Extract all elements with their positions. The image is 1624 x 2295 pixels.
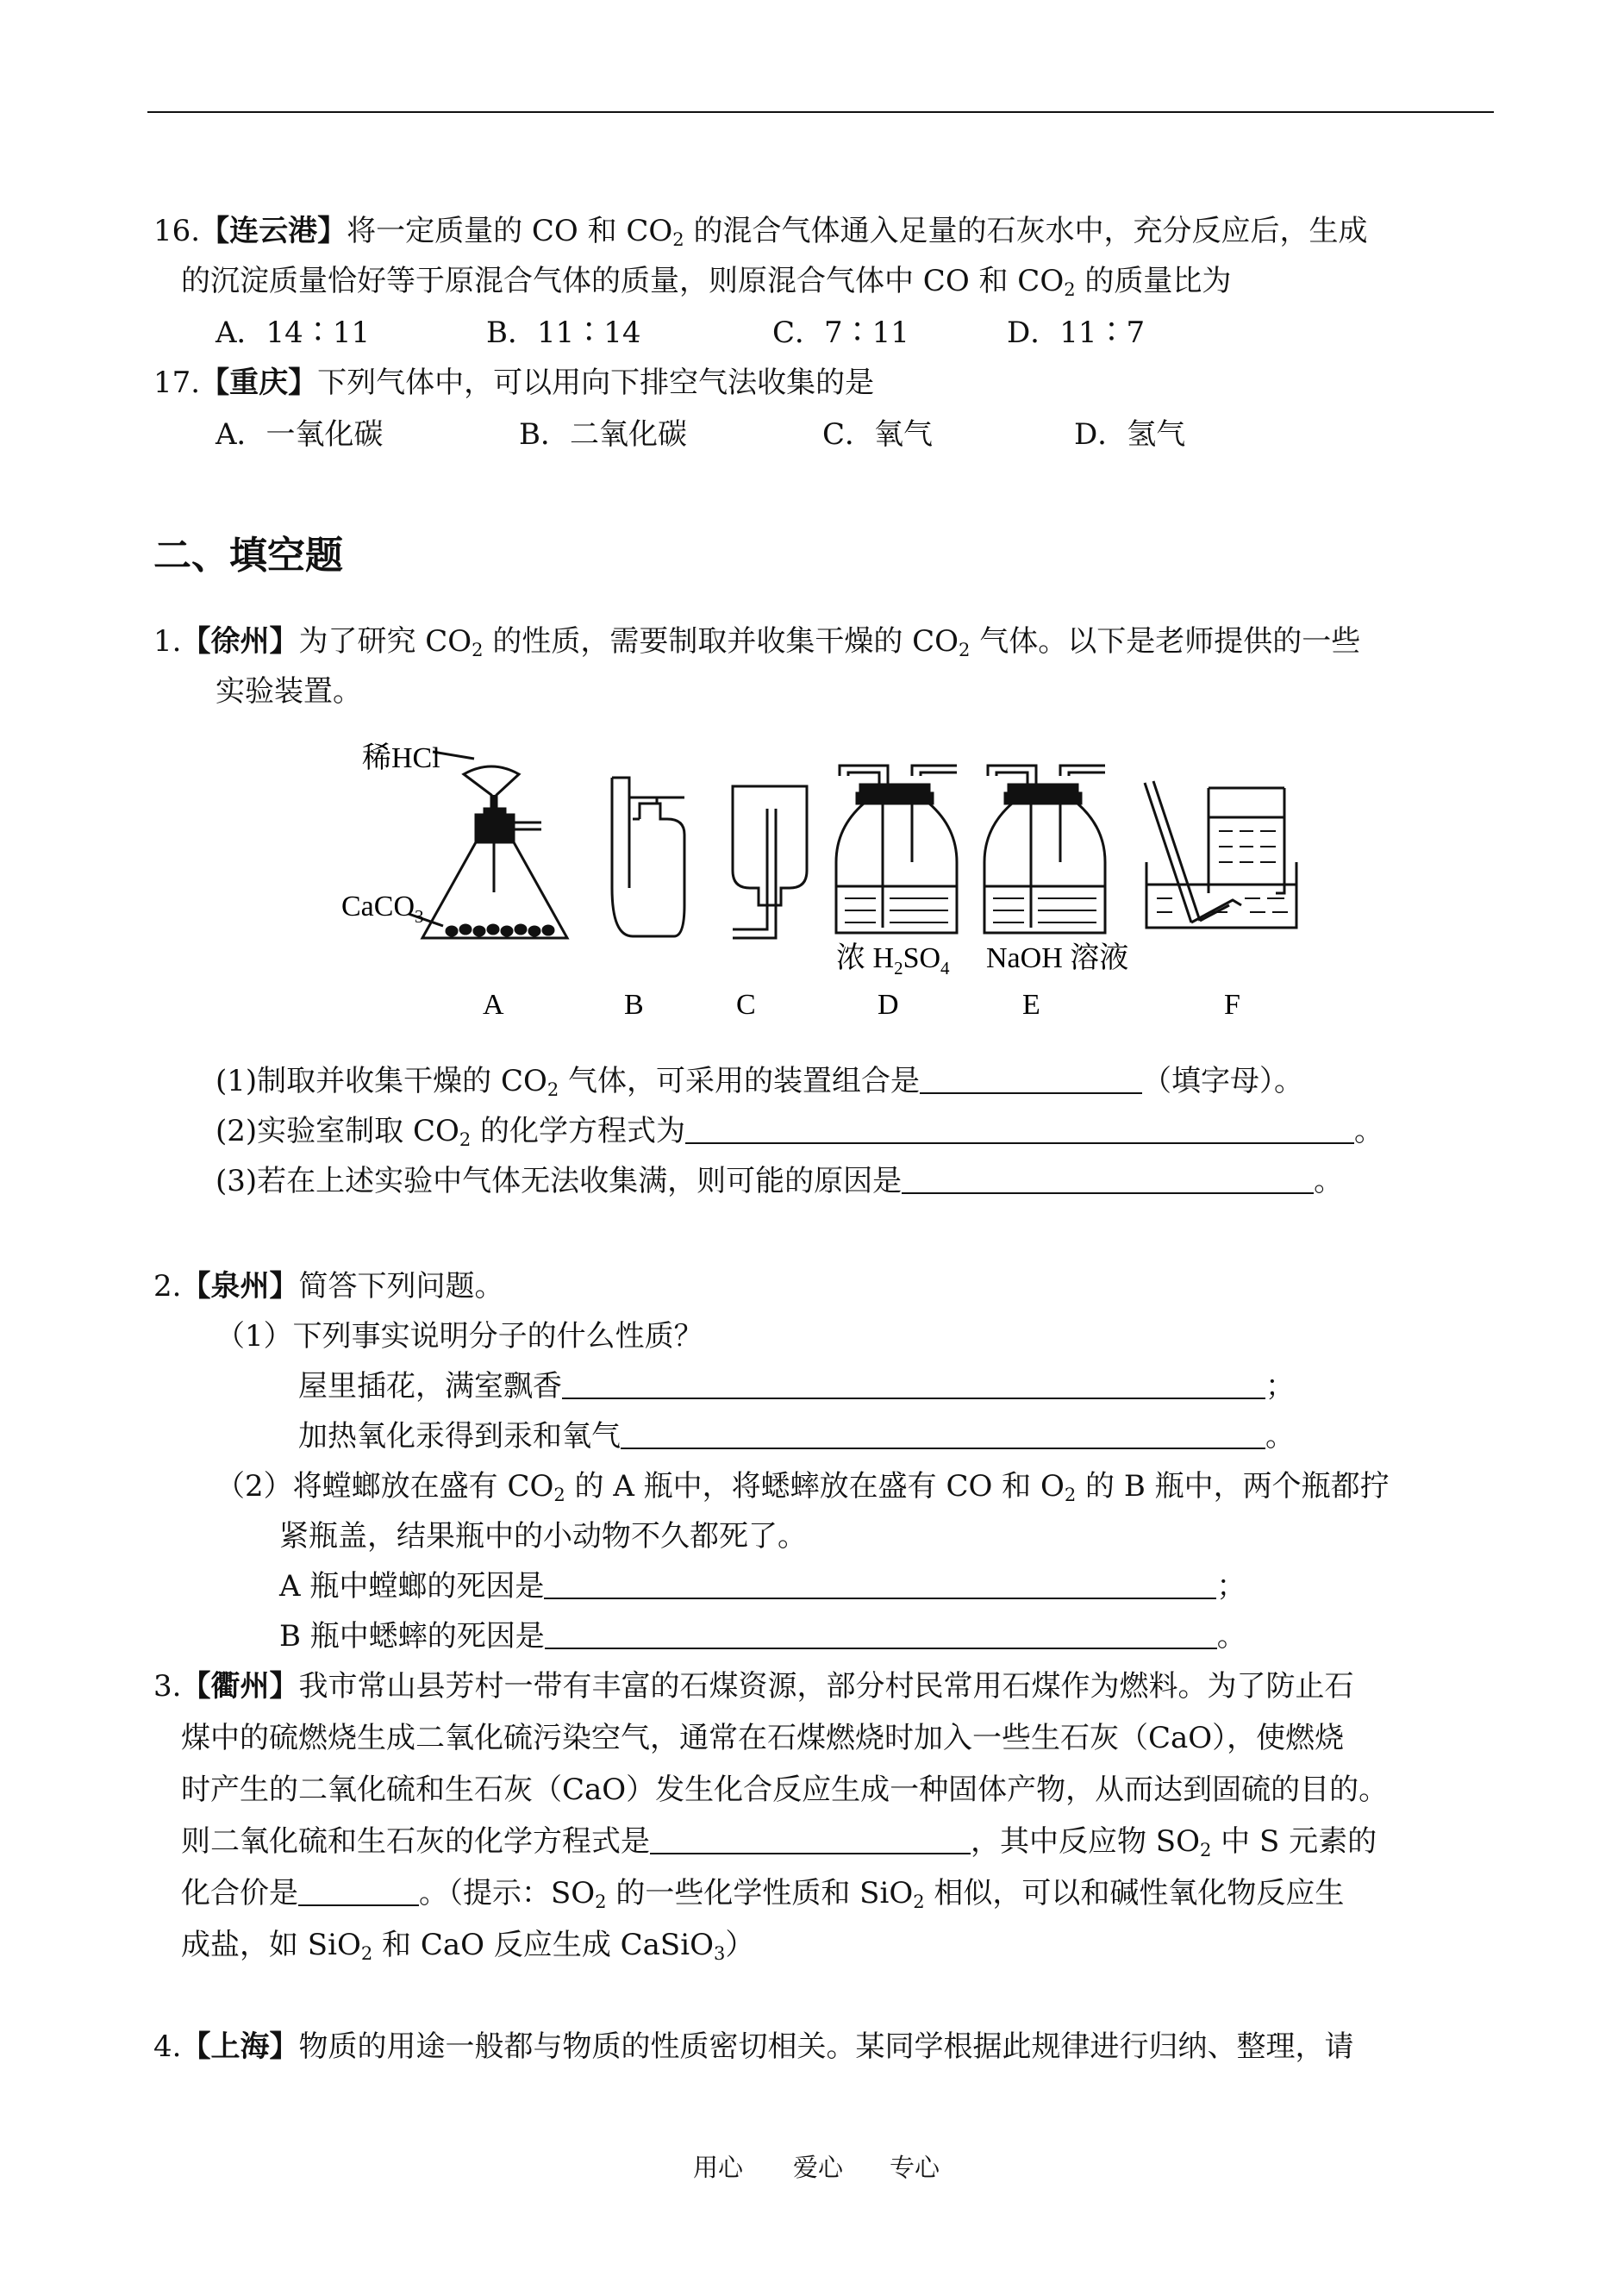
label-conc-h2so4: 浓 $H_2SO_4$	[836, 942, 950, 979]
q16-option-c: C．7∶11	[772, 316, 909, 350]
q17-source: 【重庆】	[200, 366, 318, 400]
apparatus-b-bottle	[612, 778, 684, 936]
letter-f: F	[1224, 989, 1240, 1021]
letter-e: E	[1022, 989, 1040, 1021]
f2-line1: 2.【泉州】简答下列问题。	[153, 1269, 504, 1304]
footer-text-1: 用心	[693, 2153, 744, 2182]
f1-answer-blank-1[interactable]	[920, 1066, 1142, 1094]
f2-sub1: （1）下列事实说明分子的什么性质？	[215, 1319, 703, 1354]
f4-source: 【上海】	[181, 2029, 299, 2064]
f3-answer-blank-2[interactable]	[298, 1879, 419, 1906]
f3-source: 【衢州】	[181, 1669, 299, 1704]
f1-part1: (1)制取并收集干燥的 $CO_2$ 气体，可采用的装置组合是 （填字母）。	[215, 1064, 1304, 1100]
q16-option-d: D．11∶7	[1007, 316, 1146, 350]
letter-d: D	[878, 989, 899, 1021]
apparatus-a-flask	[409, 752, 567, 938]
f3-line4: 则二氧化硫和生石灰的化学方程式是 ，其中反应物 $SO_2$ 中 S 元素的	[181, 1824, 1377, 1860]
q17-line1: 17.【重庆】下列气体中，可以用向下排空气法收集的是	[153, 366, 875, 400]
f2-sub2b: B 瓶中蟋蟀的死因是 。	[279, 1619, 1246, 1654]
letter-a: A	[483, 989, 504, 1021]
q16-option-a: A．14∶11	[215, 316, 371, 350]
f3-line2: 煤中的硫燃烧生成二氧化硫污染空气，通常在石煤燃烧时加入一些生石灰（CaO），使燃烧	[181, 1721, 1345, 1755]
letter-b: B	[624, 989, 644, 1021]
f2-answer-blank-3[interactable]	[544, 1572, 1216, 1599]
f2-sub1b: 加热氧化汞得到汞和氧气 。	[298, 1419, 1295, 1454]
apparatus-f-trough	[1145, 781, 1296, 928]
f1-line2: 实验装置。	[215, 674, 362, 709]
section-title: 二、填空题	[153, 534, 343, 578]
f3-line6: 成盐，如 SiO$_2$ 和 CaO 反应生成 CaSiO$_3$）	[181, 1928, 755, 1964]
footer-text-3: 专心	[890, 2153, 940, 2182]
apparatus-figure	[336, 733, 1353, 1026]
q16-option-b: B．11∶14	[486, 316, 641, 350]
q16-number: 16.	[153, 214, 201, 248]
apparatus-e-washbottle	[984, 766, 1105, 933]
f2-sub2: （2）将螳螂放在盛有 $CO_2$ 的 A 瓶中，将蟋蟀放在盛有 CO 和 $O_2$ 的 B 瓶中，两个瓶都拧	[215, 1469, 1390, 1505]
apparatus-c-bottle	[733, 786, 807, 938]
q16-source: 【连云港】	[200, 214, 347, 248]
q16-line2: 的沉淀质量恰好等于原混合气体的质量，则原混合气体中 CO 和 $CO_2$ 的质量比为	[181, 264, 1232, 300]
f2-sub1a: 屋里插花，满室飘香 ；	[298, 1369, 1295, 1404]
header-rule	[147, 111, 1494, 113]
q17-option-d: D．氢气	[1074, 417, 1186, 452]
f2-answer-blank-4[interactable]	[545, 1622, 1217, 1649]
apparatus-d-washbottle	[836, 766, 957, 933]
q17-option-c: C．氧气	[822, 417, 934, 452]
f3-line1: 3.【衢州】我市常山县芳村一带有丰富的石煤资源，部分村民常用石煤作为燃料。为了防止石	[153, 1669, 1354, 1704]
f1-part3: (3)若在上述实验中气体无法收集满，则可能的原因是 。	[215, 1164, 1344, 1198]
f1-answer-blank-2[interactable]	[685, 1116, 1354, 1144]
f3-line3: 时产生的二氧化硫和生石灰（CaO）发生化合反应生成一种固体产物，从而达到固硫的目的。	[181, 1773, 1389, 1807]
f4-line1: 4.【上海】物质的用途一般都与物质的性质密切相关。某同学根据此规律进行归纳、整理，请	[153, 2029, 1354, 2064]
f1-part2: (2)实验室制取 $CO_2$ 的化学方程式为 。	[215, 1114, 1384, 1150]
footer-text-2: 爱心	[793, 2153, 844, 2182]
f2-answer-blank-1[interactable]	[562, 1372, 1265, 1399]
label-caco3: CaCO$_3$	[341, 891, 424, 927]
q17-option-b: B．二氧化碳	[519, 417, 687, 452]
f1-line1: 1.【徐州】为了研究 $CO_2$ 的性质，需要制取并收集干燥的 $CO_2$ 气体。以下是老师提供的一些	[153, 624, 1361, 660]
label-dilute-hcl: 稀HCl	[362, 742, 440, 774]
f2-answer-blank-2[interactable]	[621, 1422, 1265, 1449]
q16-line1: 16.【连云港】将一定质量的 CO 和 $CO_2$ 的混合气体通入足量的石灰水中，充分反应后，生成	[153, 214, 1368, 250]
f1-source: 【徐州】	[181, 624, 299, 659]
f2-source: 【泉州】	[181, 1269, 299, 1304]
f2-sub2a: A 瓶中螳螂的死因是 ；	[279, 1569, 1246, 1604]
q17-option-a: A．一氧化碳	[215, 417, 384, 452]
f3-answer-blank-1[interactable]	[650, 1827, 971, 1854]
f1-answer-blank-3[interactable]	[902, 1166, 1314, 1194]
f3-line5: 化合价是 。（提示：$SO_2$ 的一些化学性质和 SiO$_2$ 相似，可以和碱性氧化物反应生	[181, 1876, 1345, 1912]
f2-sub2-line2: 紧瓶盖，结果瓶中的小动物不久都死了。	[279, 1519, 807, 1554]
label-naoh-solution: NaOH 溶液	[986, 942, 1129, 974]
letter-c: C	[736, 989, 756, 1021]
